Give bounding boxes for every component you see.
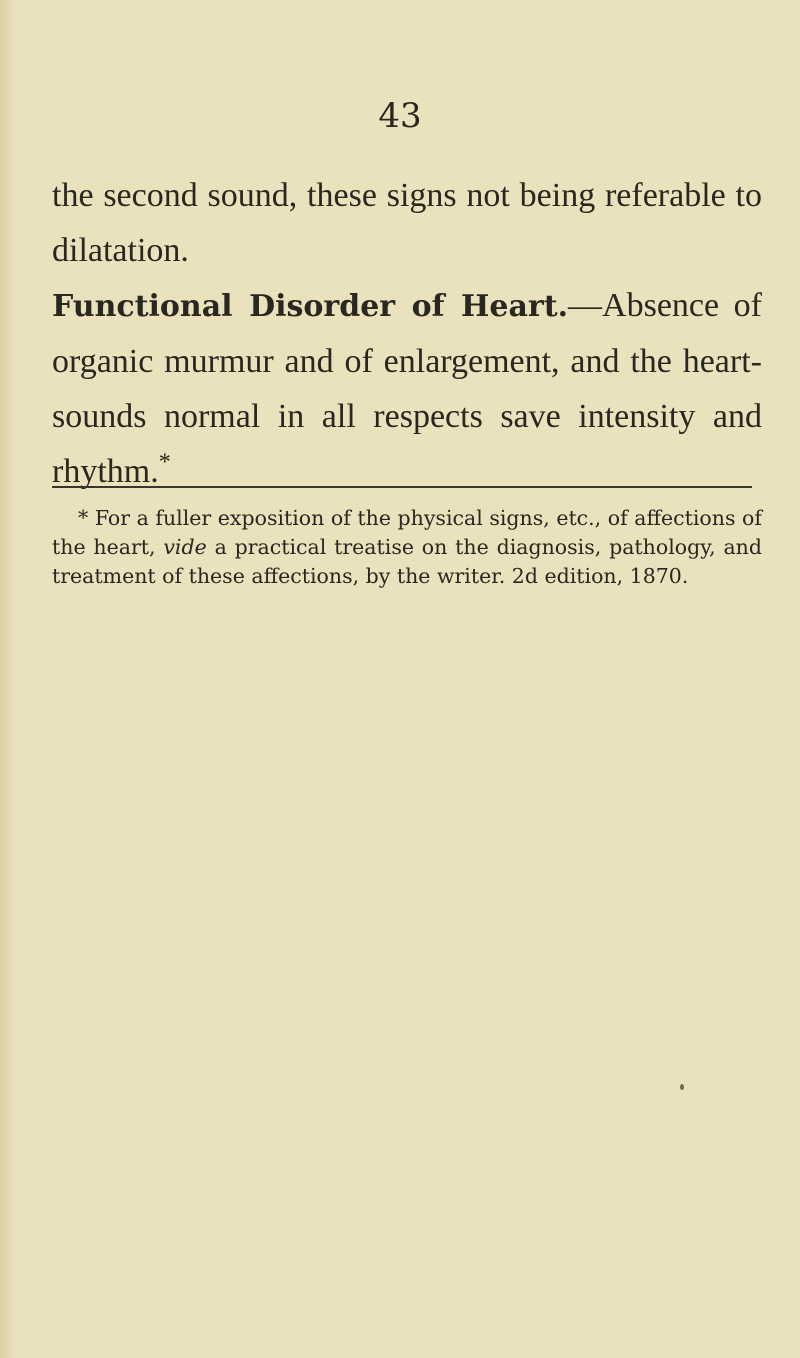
footnote-text-end: a practical treatise on the diagnosis, pathology, and treatment of these affections, by the writer. 2d edition, 1870. xyxy=(52,535,762,588)
footnote-reference: * xyxy=(158,449,171,476)
main-text xyxy=(52,168,762,499)
footnote xyxy=(52,504,762,591)
page-number: 43 xyxy=(378,96,422,136)
footnote-text-start: For a fuller exposition of the physical signs, etc., of affections of the heart, xyxy=(52,506,762,559)
footnote-divider xyxy=(52,486,752,488)
paragraph-continuation: the second sound, these signs not being referable to dilatation. xyxy=(52,177,762,269)
footnote-italic-word: vide xyxy=(163,535,207,559)
section-heading: Functional Disorder of Heart. xyxy=(52,289,569,324)
footnote-text xyxy=(52,504,762,591)
paragraph-body: —Absence of organic murmur and of enlargement, and the heart-sounds normal in all respects save intensity and rhythm. xyxy=(52,287,762,490)
footnote-marker: * xyxy=(78,506,89,530)
paragraph-functional-disorder xyxy=(52,278,762,499)
ink-spot xyxy=(680,1084,684,1090)
page-edge-shadow xyxy=(0,0,14,1358)
